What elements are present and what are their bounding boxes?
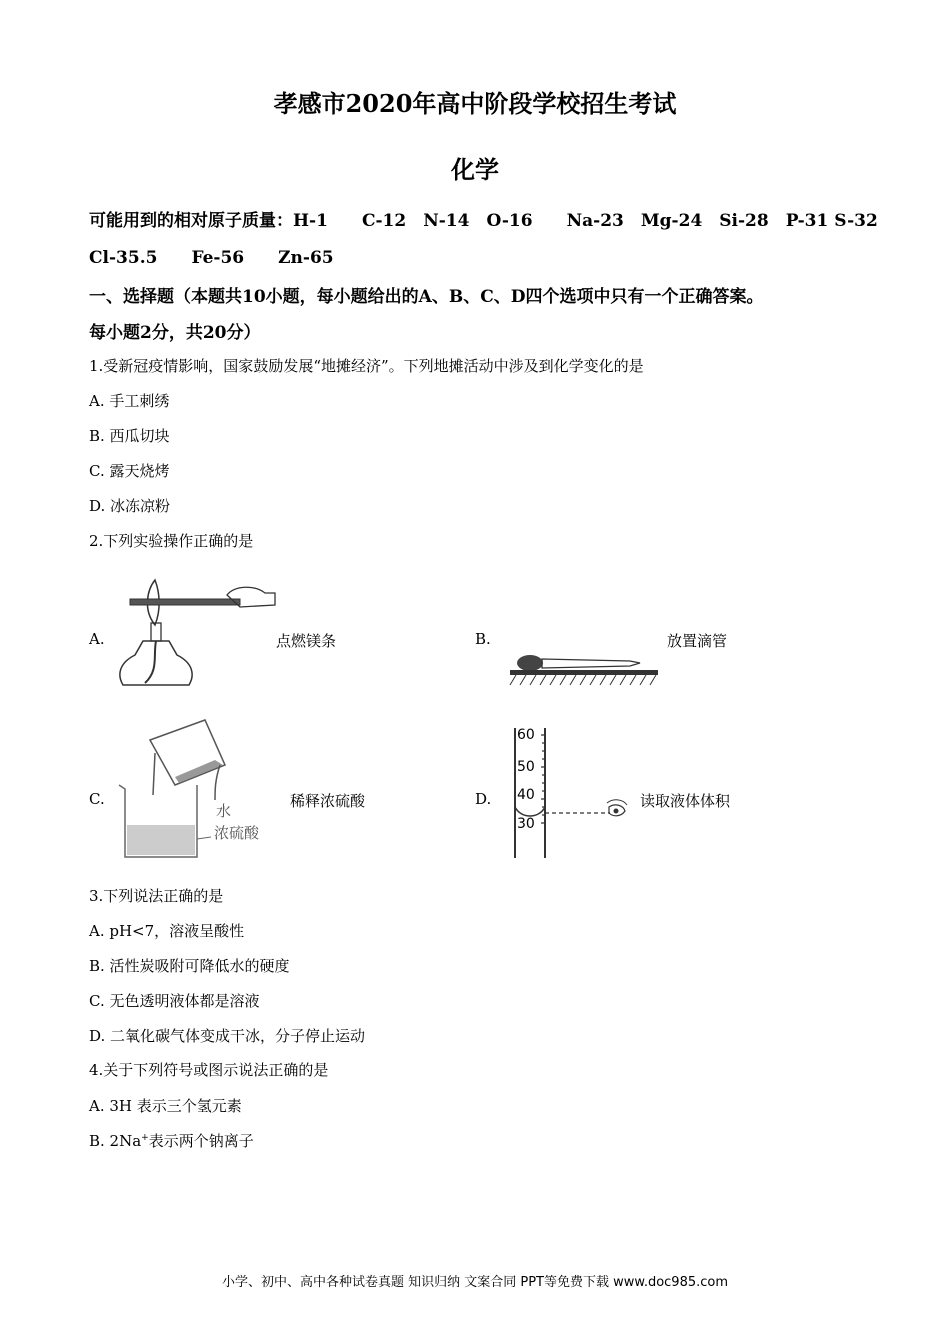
exam-title: 孝感市2020年高中阶段学校招生考试	[273, 89, 677, 118]
cylinder-tick-30: 30	[517, 816, 535, 832]
question-4-option-b-suffix: 表示两个钠离子	[148, 1132, 254, 1150]
question-4-option-a: A. 3H 表示三个氢元素	[89, 1097, 242, 1115]
alcohol-lamp-figure	[115, 575, 280, 695]
question-1-option-a: A. 手工刺绣	[89, 392, 170, 410]
question-4-option-b-prefix: B. 2Na	[89, 1132, 142, 1150]
beaker-pouring-figure	[115, 715, 295, 865]
section-heading-line2: 每小题2分，共20分）	[89, 323, 261, 343]
dropper-on-table-figure	[510, 645, 660, 690]
question-2-option-c-letter: C.	[89, 790, 105, 808]
question-3-option-d: D. 二氧化碳气体变成干冰，分子停止运动	[89, 1027, 366, 1045]
question-1-option-d: D. 冰冻凉粉	[89, 497, 171, 515]
cylinder-tick-60: 60	[517, 727, 535, 743]
question-1-stem: 1.受新冠疫情影响，国家鼓励发展“地摊经济”。下列地摊活动中涉及到化学变化的是	[89, 357, 644, 375]
question-4-stem: 4.关于下列符号或图示说法正确的是	[89, 1061, 329, 1079]
question-2-option-a-letter: A.	[89, 630, 105, 648]
question-1-option-c: C. 露天烧烤	[89, 462, 170, 480]
question-4-option-b-charge: +	[141, 1133, 149, 1143]
question-2-option-a-caption: 点燃镁条	[276, 632, 337, 650]
question-3-stem: 3.下列说法正确的是	[89, 887, 224, 905]
question-2-option-c-caption: 稀释浓硫酸	[290, 792, 366, 810]
question-2-option-d-letter: D.	[475, 790, 492, 808]
atomic-masses-line1: 可能用到的相对原子质量：H-1 C-12 N-14 O-16 Na-23 Mg-24 Si-28 P-31 S-32	[89, 211, 878, 231]
question-2-option-b-caption: 放置滴管	[667, 632, 728, 650]
label-water: 水	[216, 802, 232, 820]
page-footer: 小学、初中、高中各种试卷真题 知识归纳 文案合同 PPT等免费下载 www.doc985.com	[221, 1275, 729, 1290]
question-2-option-b-letter: B.	[475, 630, 491, 648]
question-1-option-b: B. 西瓜切块	[89, 427, 170, 445]
question-3-option-c: C. 无色透明液体都是溶液	[89, 992, 260, 1010]
atomic-masses-line2: Cl-35.5 Fe-56 Zn-65	[89, 248, 334, 268]
question-2-stem: 2.下列实验操作正确的是	[89, 532, 254, 550]
question-3-option-b: B. 活性炭吸附可降低水的硬度	[89, 957, 290, 975]
cylinder-tick-40: 40	[517, 787, 535, 803]
question-4-option-b	[89, 1130, 254, 1151]
cylinder-tick-50: 50	[517, 759, 535, 775]
subject-title: 化学	[451, 155, 499, 184]
section-heading-line1: 一、选择题（本题共10小题，每小题给出的A、B、C、D四个选项中只有一个正确答案。	[89, 287, 764, 307]
label-concentrated-acid: 浓硫酸	[214, 824, 260, 842]
question-3-option-a: A. pH<7，溶液呈酸性	[89, 922, 245, 940]
question-2-option-d-caption: 读取液体体积	[640, 792, 731, 810]
